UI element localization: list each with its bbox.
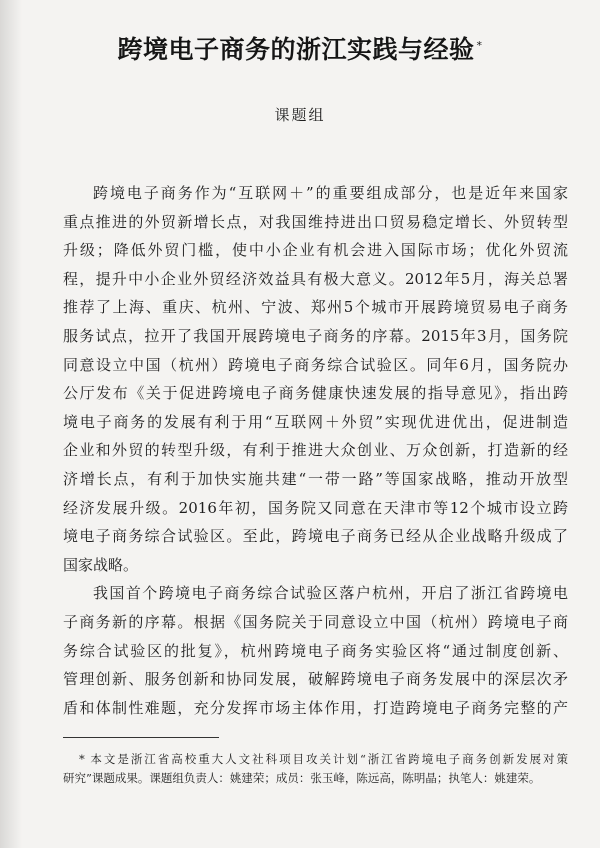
article-title-text: 跨境电子商务的浙江实践与经验 xyxy=(117,35,475,64)
body-line: 企业和外贸的转型升级，有利于推进大众创业、万众创新，打造新的经 xyxy=(63,441,568,460)
author-line: 课题组 xyxy=(274,106,326,124)
body-line: 经济发展升级。2016年初，国务院又同意在天津市等12个城市设立跨 xyxy=(63,498,568,517)
body-line: 程，提升中小企业外贸经济效益具有极大意义。2012年5月，海关总署 xyxy=(63,269,568,288)
footnote xyxy=(63,750,568,788)
body-line: 境电子商务的发展有利于用“互联网＋外贸”实现优进优出，促进制造 xyxy=(63,412,568,431)
body-line: 国家战略。 xyxy=(63,555,139,574)
body-line: 跨境电子商务作为“互联网＋”的重要组成部分，也是近年来国家 xyxy=(93,184,568,202)
body-line: 公厅发布《关于促进跨境电子商务健康快速发展的指导意见》，指出跨 xyxy=(63,384,568,403)
footnote-line: * 本文是浙江省高校重大人文社科项目攻关计划“浙江省跨境电子商务创新发展对策 xyxy=(79,752,568,766)
body-line: 盾和体制性难题，充分发挥市场主体作用，打造跨境电子商务完整的产 xyxy=(63,698,568,717)
body-line: 务综合试验区的批复》，杭州跨境电子商务实验区将“通过制度创新、 xyxy=(63,641,568,660)
body-line: 升级；降低外贸门槛，使中小企业有机会进入国际市场；优化外贸流 xyxy=(63,241,568,260)
body-line: 推荐了上海、重庆、杭州、宁波、郑州5个城市开展跨境贸易电子商务 xyxy=(63,298,568,317)
footnote-line: 研究”课题成果。课题组负责人：姚建荣；成员：张玉峰，陈远高，陈明晶；执笔人：姚建荣。 xyxy=(63,771,541,785)
page-binding-shadow xyxy=(0,0,22,848)
body-line: 我国首个跨境电子商务综合试验区落户杭州，开启了浙江省跨境电 xyxy=(93,584,568,603)
body-line: 管理创新、服务创新和协同发展，破解跨境电子商务发展中的深层次矛 xyxy=(63,670,568,689)
body-line: 重点推进的外贸新增长点，对我国维持进出口贸易稳定增长、外贸转型 xyxy=(63,212,568,231)
article-title xyxy=(0,30,600,66)
body-line: 同意设立中国（杭州）跨境电子商务综合试验区。同年6月，国务院办 xyxy=(63,355,568,374)
title-footnote-mark: * xyxy=(476,38,483,52)
body-line: 济增长点，有利于加快实施共建“一带一路”等国家战略，推动开放型 xyxy=(63,469,568,488)
body-line: 子商务新的序幕。根据《国务院关于同意设立中国（杭州）跨境电子商 xyxy=(63,612,568,631)
body-line: 服务试点，拉开了我国开展跨境电子商务的序幕。2015年3月，国务院 xyxy=(63,326,568,345)
body-line: 境电子商务综合试验区。至此，跨境电子商务已经从企业战略升级成了 xyxy=(63,527,568,546)
footnote-divider xyxy=(63,737,219,738)
article-body xyxy=(63,179,568,722)
